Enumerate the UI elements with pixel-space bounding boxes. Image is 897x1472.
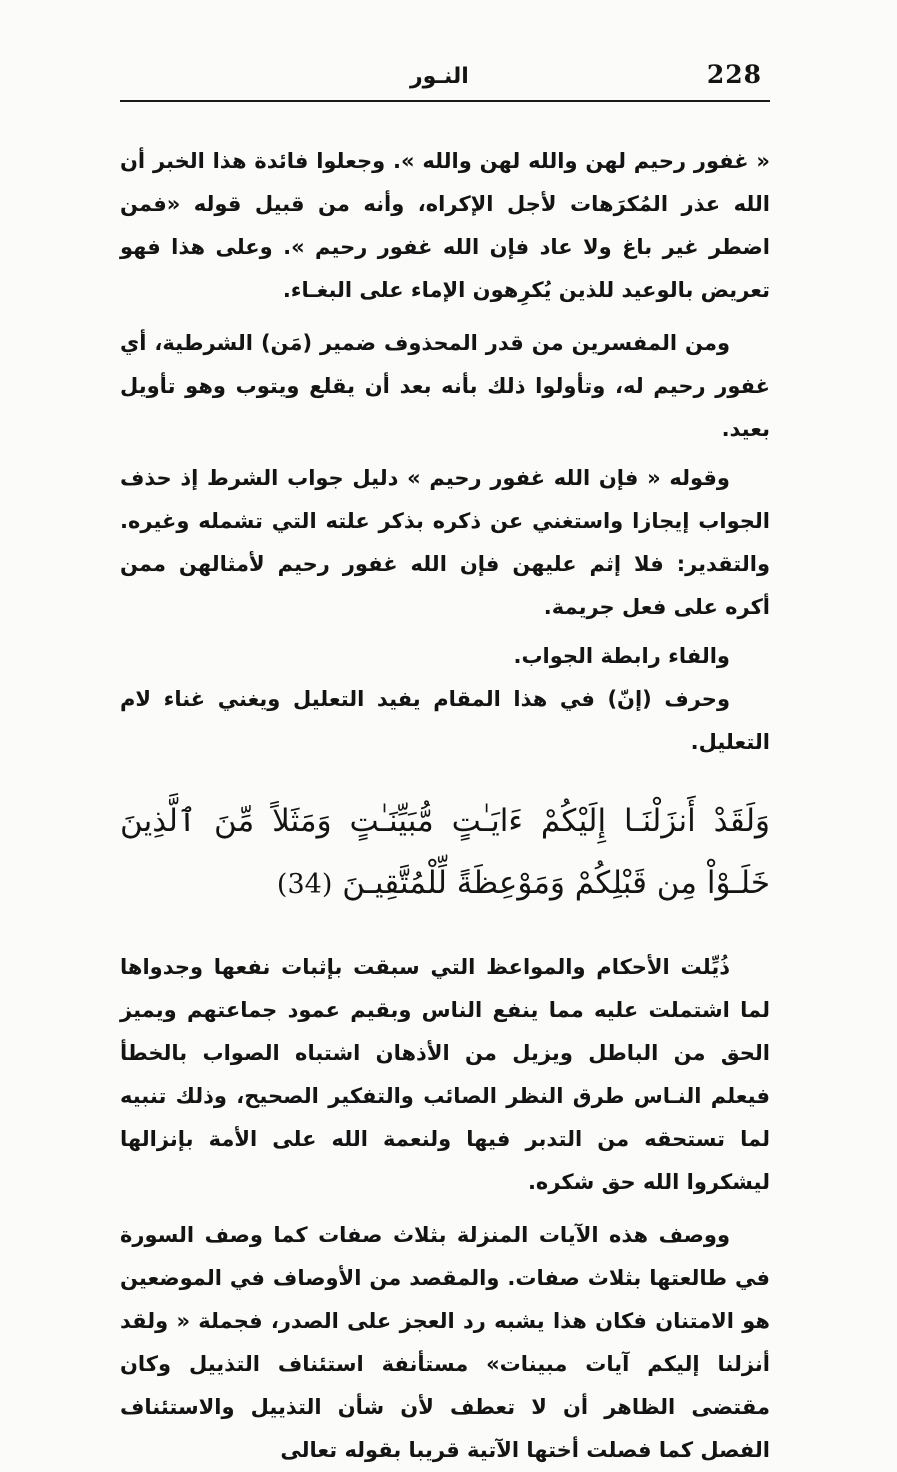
- verse-text: وَلَقَدْ أَنزَلْنَـا إِلَيْكُمْ ءَايَـٰتٍ مُّبَيِّنَـٰتٍ وَمَثَلاً مِّنَ ٱلَّذِينَ خَلَـوْاْ مِن قَبْلِكُمْ وَمَوْعِظَةً لِّلْمُتَّقِيـنَ: [120, 803, 770, 901]
- paragraph-1: « غفور رحيم لهن والله لهن والله ». وجعلوا فائدة هذا الخبر أن الله عذر المُكرَهات لأجل الإكراه، وأنه من قبيل قوله «فمن اضطر غير باغ ولا عاد فإن الله غفور رحيم ». وعلى هذا فهو تعريض بالوعيد للذين يُكرِهون الإماء على البغـاء.: [120, 149, 770, 302]
- page-number: 228: [706, 60, 762, 89]
- paragraph-3: وقوله « فإن الله غفور رحيم » دليل جواب الشرط إذ حذف الجواب إيجازا واستغني عن ذكره بذكر علته التي تشمله وغيره. والتقدير: فلا إثم عليهن فإن الله غفور رحيم لأمثالهن ممن أكره على فعل جريمة.: [120, 466, 770, 619]
- page-header: [120, 56, 770, 102]
- paragraph-2: ومن المفسرين من قدر المحذوف ضمير (مَن) الشرطية، أي غفور رحيم له، وتأولوا ذلك بأنه بعد أن يقلع ويتوب وهو تأويل بعيد.: [120, 331, 770, 441]
- paragraph-7: ووصف هذه الآيات المنزلة بثلاث صفات كما وصف السورة في طالعتها بثلاث صفات. والمقصد من الأوصاف في الموضعين هو الامتنان فكان هذا يشبه رد العجز على الصدر، فجملة « ولقد أنزلنا إليكم آيات مبينات» مستأنفة استئناف التذييل وكان مقتضى الظاهر أن لا تعطف لأن شأن التذييل والاستئناف الفصل كما فصلت أختها الآتية قريبا بقوله تعالى: [120, 1223, 770, 1462]
- verse-number: (34): [276, 869, 333, 900]
- paragraph-6: ذُيِّلت الأحكام والمواعظ التي سبقت بإثبات نفعها وجدواها لما اشتملت عليه مما ينفع الناس وبقيم عمود جماعتهم ويميز الحق من الباطل ويزيل من الأذهان اشتباه الصواب بالخطأ فيعلم النـاس طرق النظر الصائب والتفكير الصحيح، وذلك تنبيه لما تستحقه من التدبر فيها ولنعمة الله على الأمة بإنزالها ليشكروا الله حق شكره.: [120, 955, 770, 1194]
- paragraph-4: والفاء رابطة الجواب.: [513, 644, 730, 668]
- running-title: النـور: [410, 64, 469, 89]
- page-body: [120, 140, 770, 1472]
- quran-verse: [120, 790, 770, 916]
- paragraph-5: وحرف (إنّ) في هذا المقام يفيد التعليل ويغني غناء لام التعليل.: [120, 687, 770, 754]
